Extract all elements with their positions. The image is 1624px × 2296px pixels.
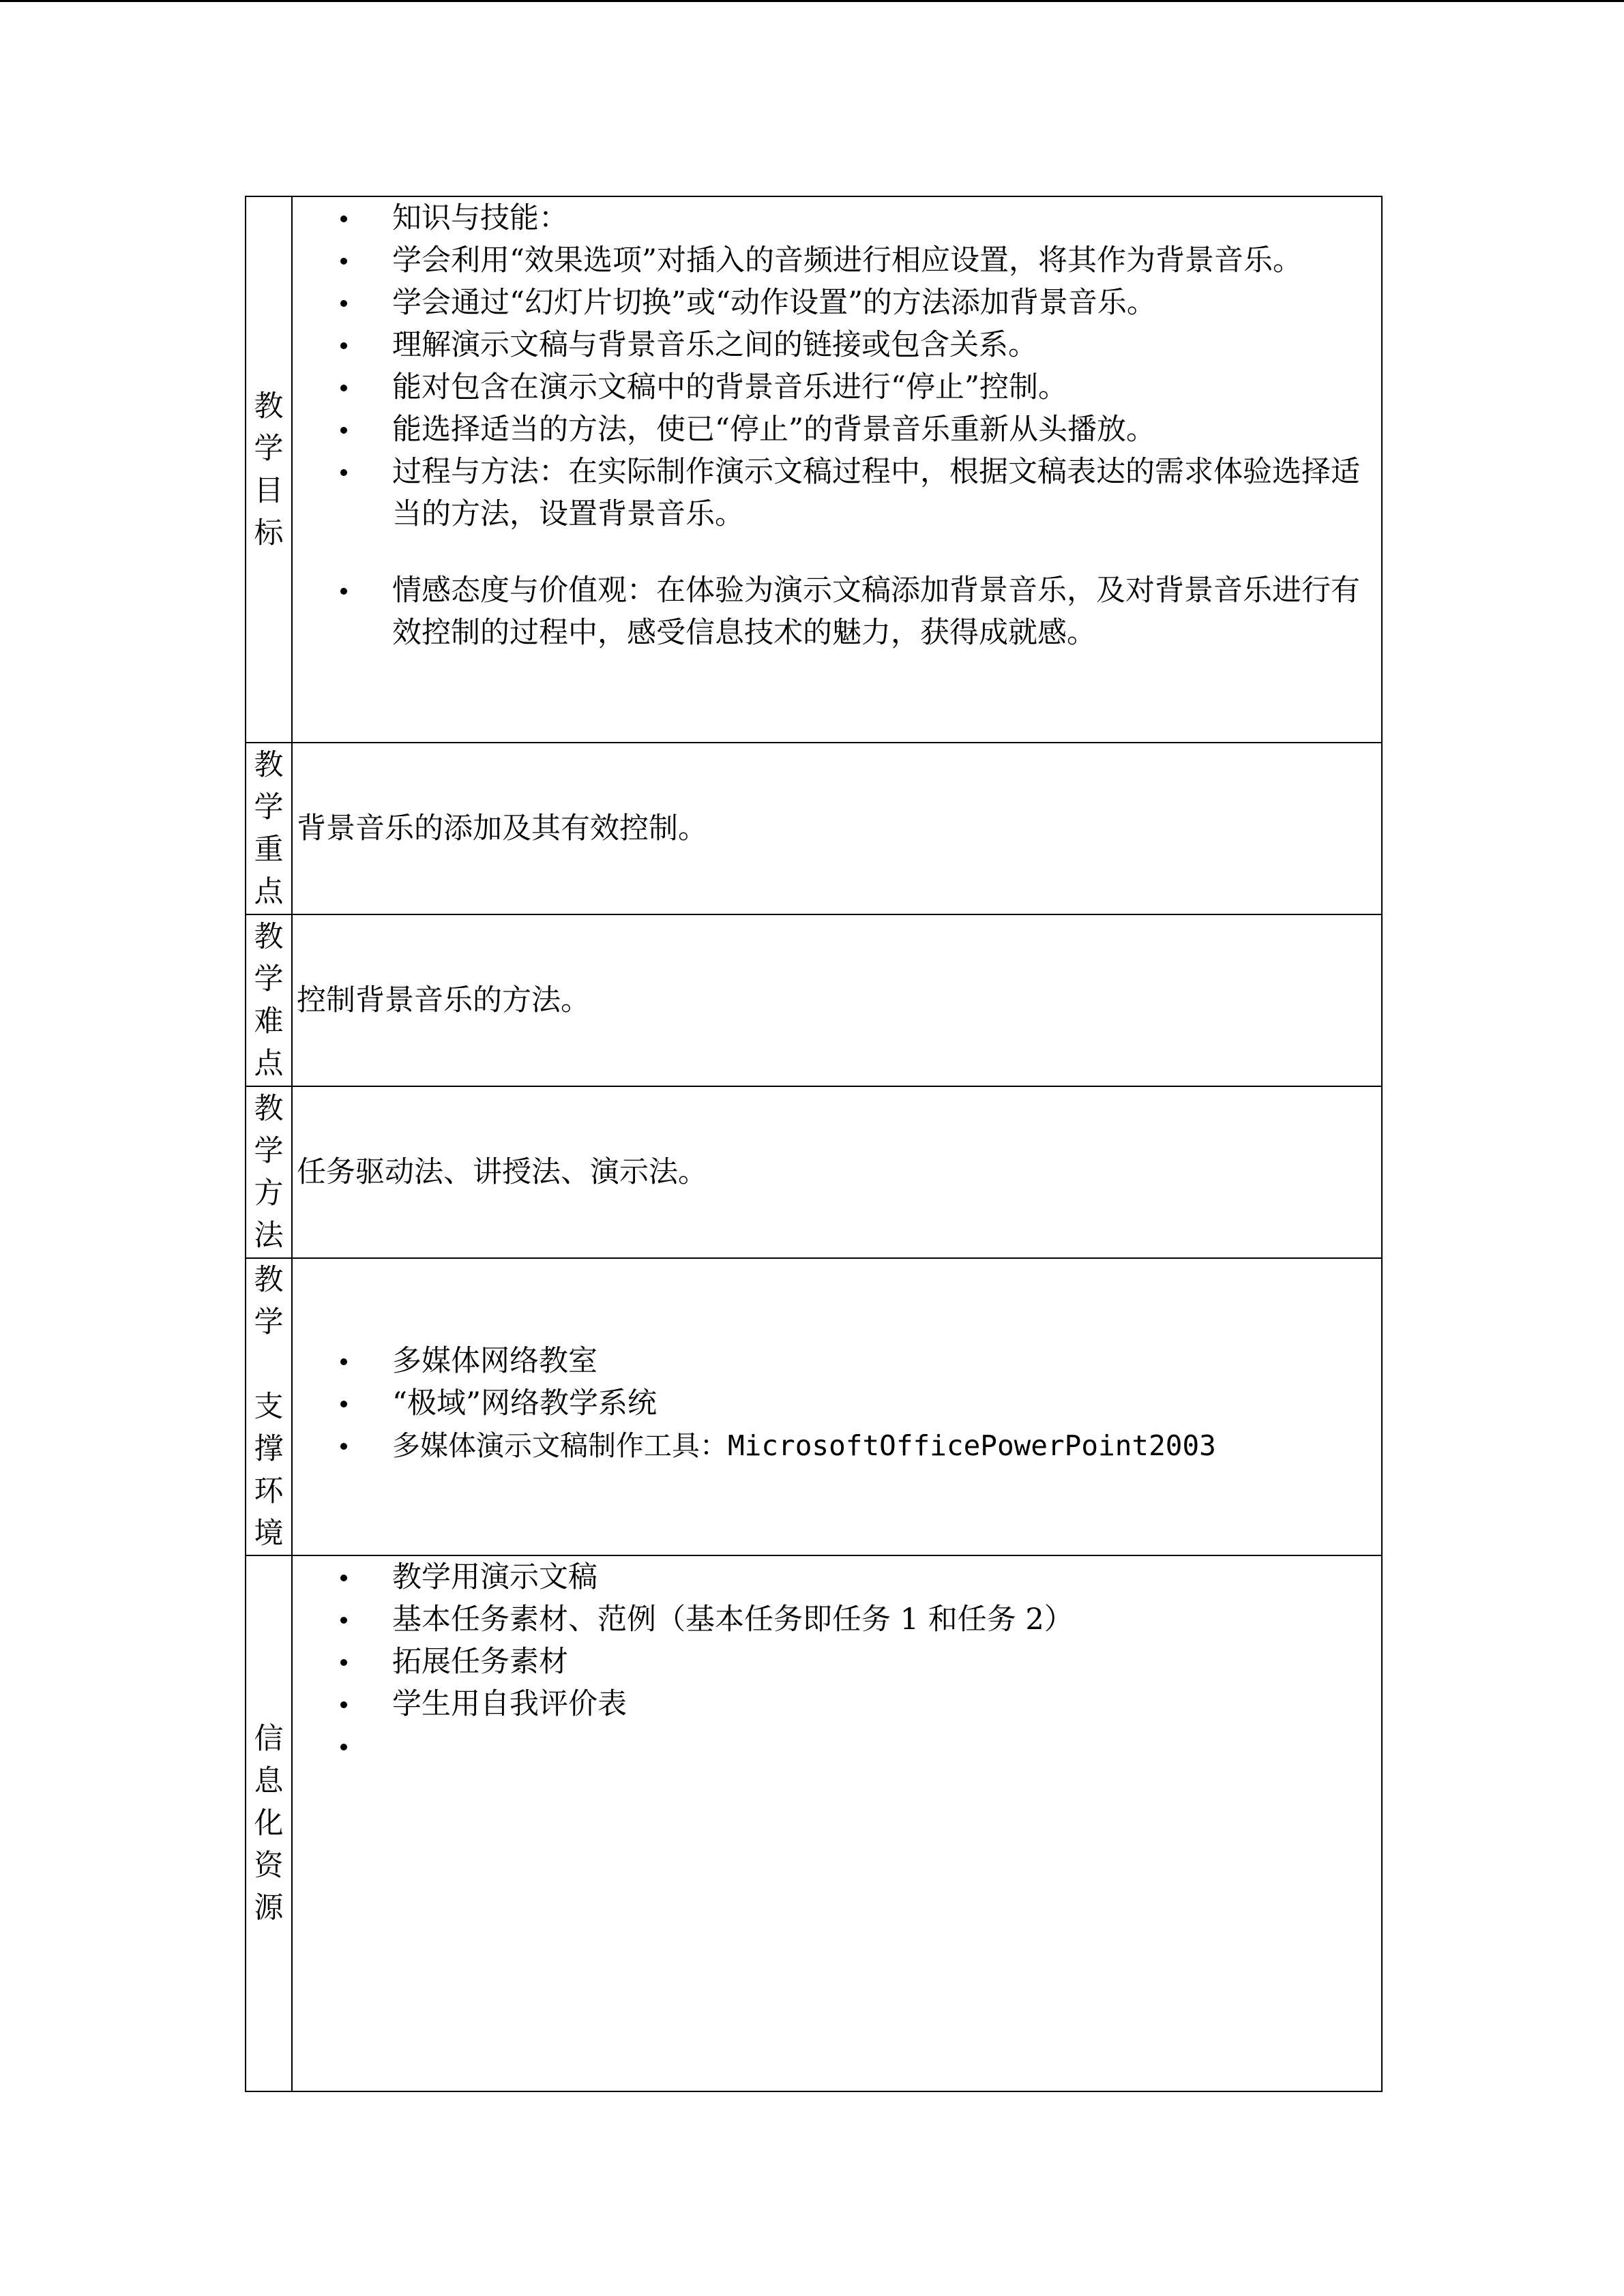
difficulties-content-cell <box>292 914 1382 1086</box>
bullet-icon <box>340 1617 347 1624</box>
bullet-icon <box>340 588 347 595</box>
key-points-content-cell <box>292 743 1382 914</box>
objectives-content-cell <box>292 196 1382 743</box>
list-item: 学会利用“效果选项”对插入的音频进行相应设置，将其作为背景音乐。 <box>297 239 1376 282</box>
difficulties-text: 控制背景音乐的方法。 <box>297 983 590 1017</box>
difficulties-row <box>246 914 1382 1086</box>
list-item: “极域”网络教学系统 <box>297 1382 1376 1425</box>
key-points-text: 背景音乐的添加及其有效控制。 <box>297 811 707 846</box>
difficulties-label-cell <box>246 914 292 1086</box>
resources-row <box>246 1555 1382 2091</box>
objectives-label-cell <box>246 196 292 743</box>
key-points-label: 教学重点 <box>254 748 284 909</box>
difficulties-label: 教学难点 <box>254 920 284 1081</box>
bullet-icon <box>340 342 347 349</box>
bullet-icon <box>340 1575 347 1581</box>
list-item: 拓展任务素材 <box>297 1641 1376 1683</box>
bullet-icon <box>340 258 347 265</box>
list-item: 多媒体演示文稿制作工具：MicrosoftOfficePowerPoint2003 <box>297 1425 1376 1467</box>
support-row <box>246 1258 1382 1555</box>
methods-text: 任务驱动法、讲授法、演示法。 <box>297 1155 707 1189</box>
list-item: 理解演示文稿与背景音乐之间的链接或包含关系。 <box>297 324 1376 366</box>
objectives-list <box>297 197 1376 654</box>
page-top-border <box>0 0 1624 2</box>
support-label-cell <box>246 1258 292 1555</box>
bullet-icon <box>340 1358 347 1365</box>
support-label-spacer <box>246 1343 291 1386</box>
bullet-icon <box>340 385 347 391</box>
resources-content-cell <box>292 1555 1382 2091</box>
list-item: 基本任务素材、范例（基本任务即任务 1 和任务 2） <box>297 1598 1376 1641</box>
list-item: 教学用演示文稿 <box>297 1556 1376 1598</box>
objectives-label: 教学目标 <box>254 389 284 550</box>
methods-label: 教学方法 <box>254 1092 284 1253</box>
list-item: 知识与技能： <box>297 197 1376 239</box>
bullet-icon <box>340 215 347 222</box>
bullet-icon <box>340 1401 347 1407</box>
objectives-row <box>246 196 1382 743</box>
bullet-icon <box>340 1744 347 1750</box>
bullet-icon <box>340 427 347 434</box>
lesson-plan-table <box>245 196 1383 2092</box>
list-item: 多媒体网络教室 <box>297 1340 1376 1382</box>
list-item: 过程与方法：在实际制作演示文稿过程中，根据文稿表达的需求体验选择适当的方法，设置背景音乐。 <box>297 451 1376 535</box>
list-item: 学会通过“幻灯片切换”或“动作设置”的方法添加背景音乐。 <box>297 282 1376 324</box>
bullet-icon <box>340 300 347 307</box>
resources-list <box>297 1556 1376 1768</box>
list-item <box>297 1725 1376 1768</box>
list-item: 能对包含在演示文稿中的背景音乐进行“停止”控制。 <box>297 366 1376 408</box>
key-points-row <box>246 743 1382 914</box>
methods-row <box>246 1086 1382 1258</box>
bullet-icon <box>340 469 347 476</box>
support-list <box>297 1340 1376 1467</box>
methods-label-cell <box>246 1086 292 1258</box>
bullet-icon <box>340 1443 347 1450</box>
list-item: 能选择适当的方法，使已“停止”的背景音乐重新从头播放。 <box>297 408 1376 451</box>
support-label-top: 教学 <box>254 1263 284 1339</box>
support-label-bottom: 支撑环境 <box>254 1390 284 1551</box>
support-content-cell <box>292 1258 1382 1555</box>
bullet-icon <box>340 1659 347 1666</box>
resources-label-cell <box>246 1555 292 2091</box>
resources-label: 信息化资源 <box>254 1722 284 1925</box>
list-item: 学生用自我评价表 <box>297 1683 1376 1725</box>
methods-content-cell <box>292 1086 1382 1258</box>
key-points-label-cell <box>246 743 292 914</box>
bullet-icon <box>340 1701 347 1708</box>
list-item: 情感态度与价值观：在体验为演示文稿添加背景音乐，及对背景音乐进行有效控制的过程中，感受信息技术的魅力，获得成就感。 <box>297 569 1376 654</box>
